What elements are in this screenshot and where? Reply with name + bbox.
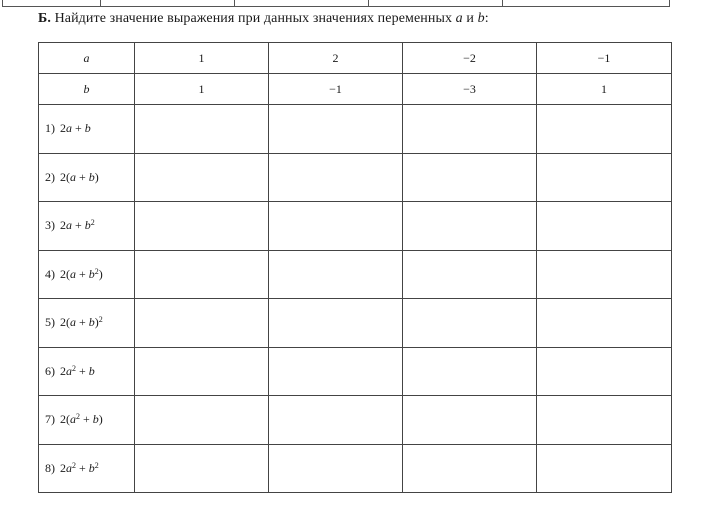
previous-table-remnant <box>2 0 670 7</box>
expression-row <box>39 299 672 348</box>
expression-formula: 2(a + b) <box>60 169 99 184</box>
expression-row <box>39 444 672 493</box>
b-value: 1 <box>135 74 269 105</box>
task-label: Б. <box>38 11 51 26</box>
row-b-label: b <box>39 74 135 105</box>
task-heading <box>38 11 489 27</box>
answer-cell[interactable] <box>403 202 537 251</box>
expression-cell <box>39 444 135 493</box>
expression-cell <box>39 299 135 348</box>
answer-cell[interactable] <box>269 347 403 396</box>
answer-cell[interactable] <box>403 153 537 202</box>
remnant-divider <box>234 0 235 7</box>
answer-cell[interactable] <box>135 347 269 396</box>
answer-cell[interactable] <box>135 153 269 202</box>
answer-cell[interactable] <box>537 299 672 348</box>
expression-formula: $2a^2 + b^2$ <box>60 460 99 475</box>
expression-row <box>39 202 672 251</box>
answer-cell[interactable] <box>135 396 269 445</box>
heading-colon: : <box>484 11 489 26</box>
expression-cell <box>39 153 135 202</box>
b-value: −3 <box>403 74 537 105</box>
answer-cell[interactable] <box>537 250 672 299</box>
expression-cell <box>39 105 135 154</box>
answer-cell[interactable] <box>403 105 537 154</box>
expression-row <box>39 105 672 154</box>
expression-formula: $2(a + b)^2$ <box>60 315 103 330</box>
answer-cell[interactable] <box>135 105 269 154</box>
answer-cell[interactable] <box>269 299 403 348</box>
answer-cell[interactable] <box>537 153 672 202</box>
expression-row <box>39 153 672 202</box>
expression-formula: $2a^2 + b$ <box>60 363 95 378</box>
variable-b: b <box>477 11 485 26</box>
answer-cell[interactable] <box>135 299 269 348</box>
remnant-divider <box>100 0 101 7</box>
expression-formula: $2(a^2 + b)$ <box>60 412 103 427</box>
answer-cell[interactable] <box>403 396 537 445</box>
expression-row <box>39 250 672 299</box>
expression-number: 7) <box>45 412 55 427</box>
expression-number: 1) <box>45 121 55 136</box>
row-a-label: a <box>39 43 135 74</box>
answer-cell[interactable] <box>403 444 537 493</box>
expression-number: 3) <box>45 218 55 233</box>
answer-cell[interactable] <box>537 444 672 493</box>
answer-cell[interactable] <box>403 299 537 348</box>
expression-number: 4) <box>45 266 55 281</box>
expression-formula: 2a + b <box>60 121 91 136</box>
variable-a: a <box>455 11 463 26</box>
a-value: −2 <box>403 43 537 74</box>
answer-cell[interactable] <box>537 396 672 445</box>
expression-number: 8) <box>45 460 55 475</box>
answer-cell[interactable] <box>537 202 672 251</box>
answer-cell[interactable] <box>269 250 403 299</box>
expression-cell <box>39 347 135 396</box>
expression-number: 5) <box>45 315 55 330</box>
values-table <box>38 42 672 493</box>
answer-cell[interactable] <box>269 396 403 445</box>
expression-formula: $2a + b^2$ <box>60 218 95 233</box>
answer-cell[interactable] <box>269 202 403 251</box>
answer-cell[interactable] <box>269 444 403 493</box>
a-value: 2 <box>269 43 403 74</box>
row-b <box>39 74 672 105</box>
b-value: −1 <box>269 74 403 105</box>
answer-cell[interactable] <box>269 105 403 154</box>
expression-cell <box>39 250 135 299</box>
a-value: −1 <box>537 43 672 74</box>
a-value: 1 <box>135 43 269 74</box>
conjunction: и <box>462 11 478 26</box>
answer-cell[interactable] <box>403 347 537 396</box>
answer-cell[interactable] <box>135 444 269 493</box>
answer-cell[interactable] <box>537 105 672 154</box>
expression-row <box>39 347 672 396</box>
expression-cell <box>39 202 135 251</box>
remnant-divider <box>368 0 369 7</box>
task-text: Найдите значение выражения при данных значениях переменных <box>50 11 456 26</box>
answer-cell[interactable] <box>537 347 672 396</box>
remnant-divider <box>502 0 503 7</box>
row-a <box>39 43 672 74</box>
answer-cell[interactable] <box>403 250 537 299</box>
expression-number: 2) <box>45 169 55 184</box>
expression-number: 6) <box>45 363 55 378</box>
answer-cell[interactable] <box>269 153 403 202</box>
expression-formula: $2(a + b^2)$ <box>60 266 103 281</box>
expression-cell <box>39 396 135 445</box>
expression-row <box>39 396 672 445</box>
answer-cell[interactable] <box>135 250 269 299</box>
b-value: 1 <box>537 74 672 105</box>
answer-cell[interactable] <box>135 202 269 251</box>
